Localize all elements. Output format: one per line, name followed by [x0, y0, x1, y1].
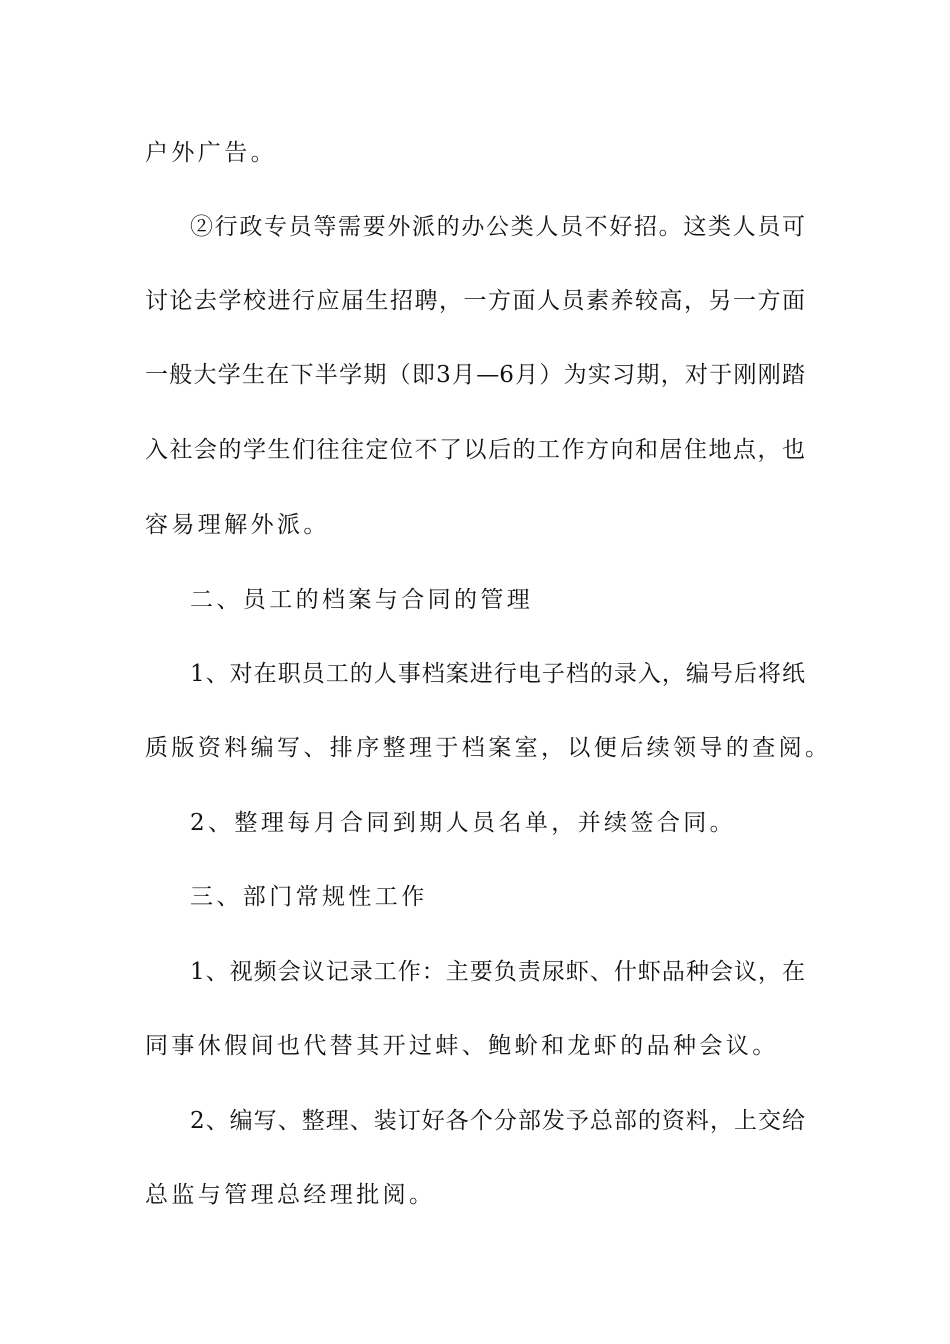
paragraph-line: 容易理解外派。 — [145, 512, 330, 538]
section-heading: 三、部门常规性工作 — [190, 884, 428, 910]
paragraph-line: 同事休假间也代替其开过蚌、鲍蚧和龙虾的品种会议。 — [145, 1033, 779, 1059]
section-heading: 二、员工的档案与合同的管理 — [190, 587, 534, 613]
paragraph-line: 入社会的学生们往往定位不了以后的工作方向和居住地点，也 — [145, 437, 805, 463]
paragraph-line: 讨论去学校进行应届生招聘，一方面人员素养较高，另一方面 — [145, 288, 805, 314]
paragraph-line: 总监与管理总经理批阅。 — [145, 1182, 436, 1208]
paragraph-line: 一般大学生在下半学期（即3月—6月）为实习期，对于刚刚踏 — [145, 362, 805, 388]
paragraph-line: ②行政专员等需要外派的办公类人员不好招。这类人员可 — [190, 214, 805, 240]
paragraph-line: 2、整理每月合同到期人员名单，并续签合同。 — [190, 810, 737, 836]
paragraph-line: 质版资料编写、排序整理于档案室，以便后续领导的查阅。 — [145, 735, 832, 761]
paragraph-line: 1、视频会议记录工作：主要负责尿虾、什虾品种会议，在 — [190, 959, 805, 985]
paragraph-line: 1、对在职员工的人事档案进行电子档的录入，编号后将纸 — [190, 661, 805, 687]
paragraph-line: 2、编写、整理、装订好各个分部发予总部的资料，上交给 — [190, 1108, 805, 1134]
paragraph-line: 户外广告。 — [145, 140, 277, 166]
